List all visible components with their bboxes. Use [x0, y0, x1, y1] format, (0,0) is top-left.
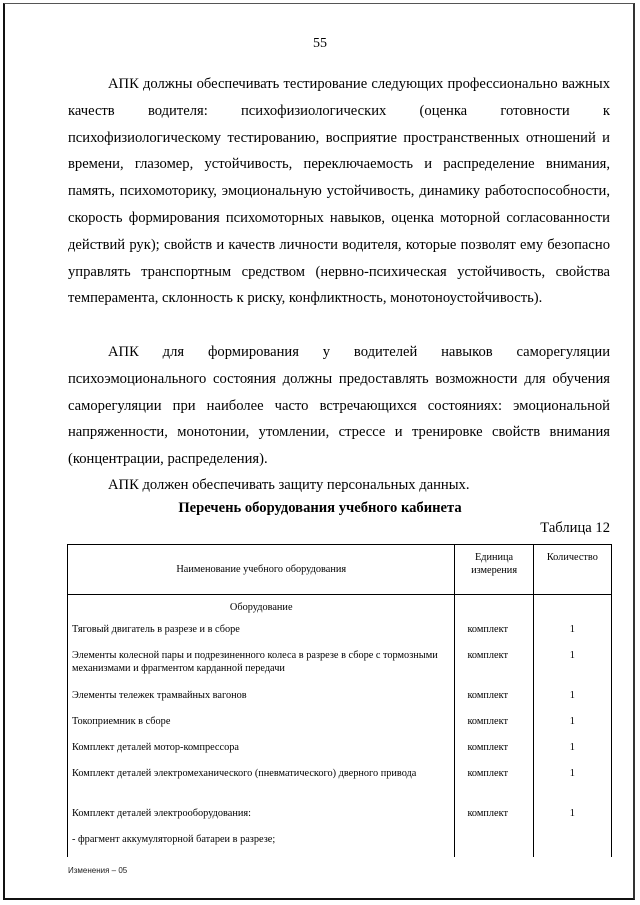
header-unit: Единица измерения: [455, 545, 533, 595]
equipment-table: [67, 544, 612, 857]
equipment-unit: комплект: [455, 687, 533, 713]
equipment-qty: 1: [533, 805, 611, 831]
table-row: [68, 713, 612, 739]
equipment-unit: комплект: [455, 765, 533, 805]
table-row: [68, 687, 612, 713]
equipment-name: - фрагмент аккумуляторной батареи в разрезе;: [68, 831, 455, 857]
table-row: [68, 805, 612, 831]
equipment-unit: комплект: [455, 647, 533, 687]
equipment-unit: комплект: [455, 713, 533, 739]
equipment-qty: 1: [533, 713, 611, 739]
paragraph-apk-testing: АПК должны обеспечивать тестирование следующих профессионально важных качеств водителя: психофизиологических (оценка готовности к психофизиологическому тестированию, восприятие пространственных отношений и времени, глазомер, устойчивость, переключаемость и распределение внимания, память, психомоторику, эмоциональную устойчивость, динамику работоспособности, скорость формирования психомоторных навыков, оценка моторной согласованности действий рук); свойств и качеств личности водителя, которые позволят ему безопасно управлять транспортным средством (нервно-психическая устойчивость, свойства темперамента, склонность к риску, конфликтность, монотоноустойчивость).: [68, 76, 610, 307]
equipment-unit: комплект: [455, 739, 533, 765]
page-number: 55: [313, 36, 327, 51]
equipment-qty: 1: [533, 739, 611, 765]
table-row: [68, 621, 612, 647]
equipment-qty: 1: [533, 687, 611, 713]
equipment-name: Комплект деталей электрооборудования:: [68, 805, 455, 831]
equipment-name: Комплект деталей электромеханического (пневматического) дверного привода: [68, 765, 455, 805]
equipment-unit: комплект: [455, 621, 533, 647]
table-row: [68, 739, 612, 765]
equipment-qty: 1: [533, 647, 611, 687]
header-equipment-name: Наименование учебного оборудования: [68, 545, 455, 595]
equipment-unit: комплект: [455, 805, 533, 831]
equipment-name: Токоприемник в сборе: [68, 713, 455, 739]
equipment-qty: 1: [533, 621, 611, 647]
table-section-row: [68, 595, 612, 622]
equipment-name: Элементы тележек трамвайных вагонов: [68, 687, 455, 713]
section-title: Оборудование: [68, 595, 455, 622]
equipment-name: Тяговый двигатель в разрезе и в сборе: [68, 621, 455, 647]
equipment-name: Элементы колесной пары и подрезиненного колеса в разрезе в сборе с тормозными механизмами и фрагментом карданной передачи: [68, 647, 455, 687]
paragraph-apk-data-protection: АПК должен обеспечивать защиту персональных данных.: [108, 477, 470, 493]
table-row: [68, 831, 612, 857]
equipment-qty: [533, 831, 611, 857]
paragraph-apk-self-regulation: АПК для формирования у водителей навыков саморегуляции психоэмоционального состояния должны предоставлять возможности для обучения саморегуляции при наиболее часто встречающихся состояниях: эмоциональной напряженности, монотонии, утомлении, стрессе и тренировке свойств внимания (концентрации, распределения).: [68, 344, 610, 468]
table-number: Таблица 12: [540, 520, 610, 536]
table-row: [68, 765, 612, 805]
table-row: [68, 647, 612, 687]
table-header-row: [68, 545, 612, 595]
header-quantity: Количество: [533, 545, 611, 595]
table-caption: Перечень оборудования учебного кабинета: [178, 500, 462, 516]
equipment-name: Комплект деталей мотор-компрессора: [68, 739, 455, 765]
footer-revision-note: Изменения – 05: [68, 866, 128, 875]
equipment-qty: 1: [533, 765, 611, 805]
equipment-unit: [455, 831, 533, 857]
